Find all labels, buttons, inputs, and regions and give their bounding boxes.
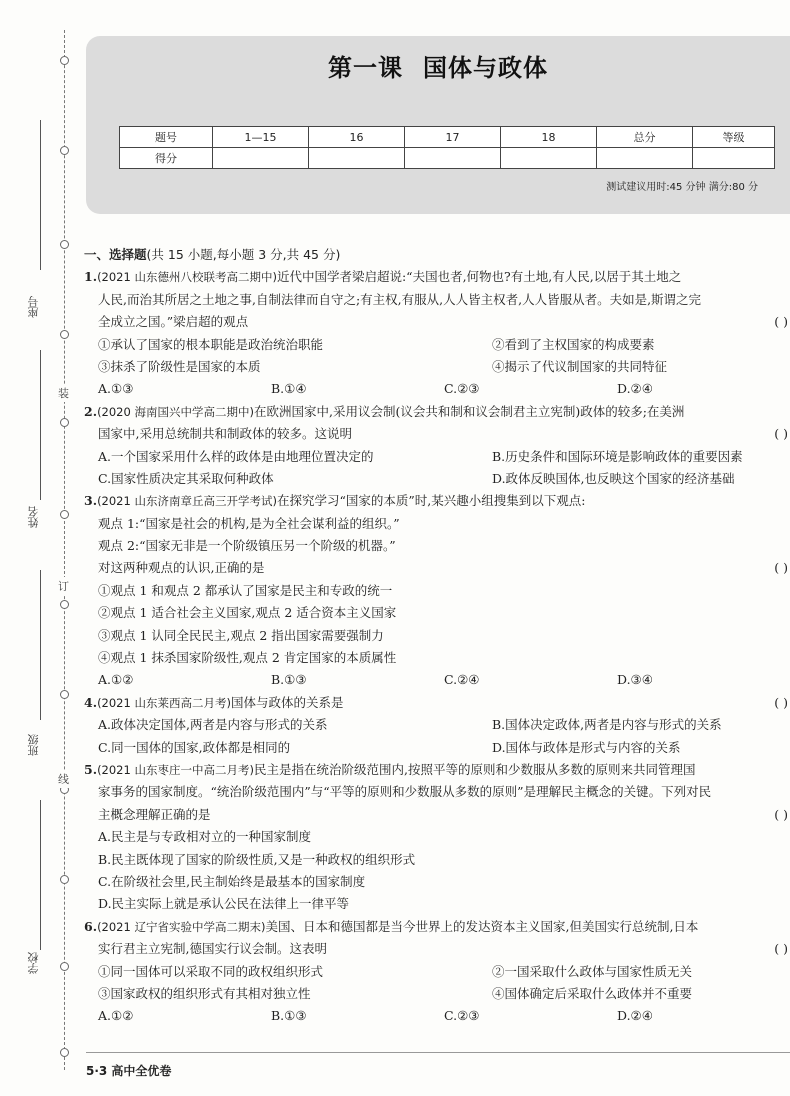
question-text: 国家中,采用总统制共和制政体的较多。这说明 xyxy=(98,426,352,442)
question-text: 美国、日本和德国都是当今世界上的发达资本主义国家,但美国实行总统制,日本 xyxy=(265,918,699,934)
score-cell: 18 xyxy=(501,127,597,148)
binding-hole-icon xyxy=(60,600,69,609)
option-item[interactable]: ②看到了主权国家的构成要素 xyxy=(492,336,655,352)
footer-divider xyxy=(86,1052,790,1053)
binding-hole-icon xyxy=(60,418,69,427)
viewpoint-line: 观点 1:“国家是社会的机构,是为全社会谋利益的组织。” xyxy=(98,515,400,531)
choice-a[interactable]: A.一个国家采用什么样的政体是由地理位置决定的 xyxy=(98,448,374,464)
section-heading: 一、选择题 xyxy=(84,247,147,262)
choice-c[interactable]: C.②③ xyxy=(444,1008,480,1024)
option-item[interactable]: ③观点 1 认同全民民主,观点 2 指出国家需要强制力 xyxy=(98,627,384,643)
class-field-line[interactable] xyxy=(40,570,41,720)
binding-hole-icon xyxy=(60,240,69,249)
binding-dashed-line xyxy=(64,30,65,1070)
question-number: 1. xyxy=(84,269,98,285)
answer-blank[interactable]: ( ) xyxy=(774,426,788,442)
score-table-header-row xyxy=(120,127,775,148)
choice-a[interactable]: A.①② xyxy=(98,672,134,688)
choice-c[interactable]: C.②④ xyxy=(444,672,480,688)
section-title xyxy=(84,244,790,266)
question-number: 4. xyxy=(84,694,98,710)
question-line xyxy=(84,557,790,579)
question-source: (2020 海南国兴中学高二期中) xyxy=(97,404,254,419)
binding-hole-icon xyxy=(60,690,69,699)
score-table-score-row xyxy=(120,148,775,169)
option-row xyxy=(84,714,790,736)
cut-mark-zhuang: 装 xyxy=(58,384,69,402)
question-line: 人民,而治其所居之土地之事,自制法律而自守之;有主权,有服从,人人皆主权者,人人皆服从者。夫如是,斯谓之完 xyxy=(98,291,702,307)
question-4 xyxy=(84,692,790,759)
question-source: (2021 辽宁省实验中学高二期末) xyxy=(97,919,266,934)
choice-a[interactable]: A.①③ xyxy=(98,381,134,397)
option-row xyxy=(84,356,790,378)
choice-b[interactable]: B.民主既体现了国家的阶级性质,又是一种政权的组织形式 xyxy=(98,851,416,867)
question-3 xyxy=(84,490,790,692)
question-line xyxy=(84,311,790,333)
choice-row xyxy=(84,378,790,400)
option-item[interactable]: ②一国采取什么政体与国家性质无关 xyxy=(492,963,693,979)
choice-c[interactable]: C.②③ xyxy=(444,381,480,397)
choice-c[interactable]: C.在阶级社会里,民主制始终是最基本的国家制度 xyxy=(98,873,366,889)
footer-brand: 5·3 高中全优卷 xyxy=(86,1064,172,1078)
question-text: 在探究学习“国家的本质”时,某兴趣小组搜集到以下观点: xyxy=(276,493,586,509)
score-table xyxy=(119,126,775,169)
option-row xyxy=(84,983,790,1005)
score-input-cell[interactable] xyxy=(597,148,693,169)
choice-a[interactable]: A.①② xyxy=(98,1008,134,1024)
choice-b[interactable]: B.①③ xyxy=(271,1008,307,1024)
question-text: 在欧洲国家中,采用议会制(议会共和制和议会制君主立宪制)政体的较多;在美洲 xyxy=(253,403,685,419)
choice-row xyxy=(84,669,790,691)
question-line xyxy=(84,401,790,423)
question-line xyxy=(84,266,790,288)
choice-a[interactable]: A.民主是与专政相对立的一种国家制度 xyxy=(98,829,312,845)
score-cell: 总分 xyxy=(597,127,693,148)
choice-d[interactable]: D.政体反映国体,也反映这个国家的经济基础 xyxy=(492,470,735,486)
test-info: 测试建议用时:45 分钟 满分:80 分 xyxy=(606,182,758,193)
seat-field-line[interactable] xyxy=(40,120,41,270)
choice-d[interactable]: D.②④ xyxy=(617,1008,653,1024)
name-label: 姓名 xyxy=(27,506,40,528)
question-source: (2021 山东济南章丘高三开学考试) xyxy=(97,494,277,509)
question-text: 实行君主立宪制,德国实行议会制。这表明 xyxy=(98,941,327,957)
question-source: (2021 山东莱西高二月考) xyxy=(97,695,231,710)
question-text: 全成立之国。”梁启超的观点 xyxy=(98,314,249,330)
score-cell: 16 xyxy=(309,127,405,148)
lesson-title: 国体与政体 xyxy=(423,54,548,82)
score-cell: 得分 xyxy=(120,148,213,169)
name-field-line[interactable] xyxy=(40,350,41,500)
option-item[interactable]: ③抹杀了阶级性是国家的本质 xyxy=(98,358,261,374)
answer-blank[interactable]: ( ) xyxy=(774,806,788,822)
page-title xyxy=(86,48,790,83)
option-row xyxy=(84,334,790,356)
binding-hole-icon xyxy=(60,510,69,519)
binding-hole-icon xyxy=(60,146,69,155)
question-text: 主概念理解正确的是 xyxy=(98,806,211,822)
score-cell: 题号 xyxy=(120,127,213,148)
question-line: 家事务的国家制度。“统治阶级范围内”与“平等的原则和少数服从多数的原则”是理解民主概念的关键。下列对民 xyxy=(98,784,712,800)
binding-hole-icon xyxy=(60,1048,69,1057)
option-row xyxy=(84,468,790,490)
answer-blank[interactable]: ( ) xyxy=(774,694,788,710)
question-text: 国体与政体的关系是 xyxy=(230,694,344,710)
binding-hole-icon xyxy=(60,875,69,884)
question-number: 2. xyxy=(84,403,98,419)
choice-d[interactable]: D.②④ xyxy=(617,381,653,397)
option-item[interactable]: ①同一国体可以采取不同的政权组织形式 xyxy=(98,963,324,979)
score-input-cell[interactable] xyxy=(213,148,309,169)
class-label: 班级 xyxy=(27,734,40,756)
choice-b[interactable]: B.国体决定政体,两者是内容与形式的关系 xyxy=(492,717,722,733)
choice-b[interactable]: B.①③ xyxy=(271,672,307,688)
answer-blank[interactable]: ( ) xyxy=(774,560,788,576)
seat-label: 座号 xyxy=(27,296,40,318)
option-item[interactable]: ④揭示了代议制国家的共同特征 xyxy=(492,358,668,374)
question-5 xyxy=(84,759,790,916)
choice-a[interactable]: A.政体决定国体,两者是内容与形式的关系 xyxy=(98,717,328,733)
binding-hole-icon xyxy=(60,56,69,65)
question-text: 对这两种观点的认识,正确的是 xyxy=(98,560,265,576)
option-item[interactable]: ①承认了国家的根本职能是政治统治职能 xyxy=(98,336,324,352)
lesson-number: 第一课 xyxy=(328,54,403,82)
choice-row xyxy=(84,1005,790,1027)
score-cell: 1—15 xyxy=(213,127,309,148)
school-field-line[interactable] xyxy=(40,800,41,950)
choice-b[interactable]: B.历史条件和国际环境是影响政体的重要因素 xyxy=(492,448,743,464)
question-6 xyxy=(84,916,790,1028)
question-number: 3. xyxy=(84,493,98,509)
question-line xyxy=(84,916,790,938)
viewpoint-line: 观点 2:“国家无非是一个阶级镇压另一个阶级的机器。” xyxy=(98,538,396,554)
cut-mark-ding: 订 xyxy=(58,577,69,595)
binding-hole-icon xyxy=(60,330,69,339)
question-line xyxy=(84,490,790,512)
question-number: 6. xyxy=(84,918,98,934)
question-list xyxy=(84,244,790,1028)
question-source: (2021 山东德州八校联考高二期中) xyxy=(97,270,277,285)
choice-b[interactable]: B.①④ xyxy=(271,381,307,397)
score-input-cell[interactable] xyxy=(309,148,405,169)
question-number: 5. xyxy=(84,761,98,777)
score-cell: 17 xyxy=(405,127,501,148)
score-cell: 等级 xyxy=(693,127,775,148)
answer-blank[interactable]: ( ) xyxy=(774,314,788,330)
option-item[interactable]: ③国家政权的组织形式有其相对独立性 xyxy=(98,985,311,1001)
question-line xyxy=(84,804,790,826)
question-line xyxy=(84,423,790,445)
option-item[interactable]: ④观点 1 抹杀国家阶级性,观点 2 肯定国家的本质属性 xyxy=(98,650,397,666)
choice-d[interactable]: D.③④ xyxy=(617,672,653,688)
option-row xyxy=(84,446,790,468)
question-line xyxy=(84,938,790,960)
cut-mark-xian: 线 xyxy=(58,770,69,788)
option-row xyxy=(84,961,790,983)
section-note: (共 15 小题,每小题 3 分,共 45 分) xyxy=(146,247,341,262)
question-text: 近代中国学者梁启超说:“夫国也者,何物也?有土地,有人民,以居于其土地之 xyxy=(276,269,682,285)
question-line xyxy=(84,692,790,714)
question-1 xyxy=(84,266,790,400)
question-source: (2021 山东枣庄一中高二月考) xyxy=(97,762,254,777)
choice-c[interactable]: C.国家性质决定其采取何种政体 xyxy=(98,470,274,486)
option-row xyxy=(84,737,790,759)
question-2 xyxy=(84,401,790,491)
score-input-cell[interactable] xyxy=(501,148,597,169)
question-text: 民主是指在统治阶级范围内,按照平等的原则和少数服从多数的原则来共同管理国 xyxy=(253,761,696,777)
school-label: 学校 xyxy=(27,952,40,974)
option-item[interactable]: ④国体确定后采取什么政体并不重要 xyxy=(492,985,693,1001)
choice-d[interactable]: D.国体与政体是形式与内容的关系 xyxy=(492,739,681,755)
option-item[interactable]: ①观点 1 和观点 2 都承认了国家是民主和专政的统一 xyxy=(98,582,393,598)
question-line xyxy=(84,759,790,781)
score-input-cell[interactable] xyxy=(693,148,775,169)
score-input-cell[interactable] xyxy=(405,148,501,169)
choice-c[interactable]: C.同一国体的国家,政体都是相同的 xyxy=(98,739,291,755)
binding-margin xyxy=(0,0,70,1096)
choice-d[interactable]: D.民主实际上就是承认公民在法律上一律平等 xyxy=(98,896,350,912)
answer-blank[interactable]: ( ) xyxy=(774,941,788,957)
binding-hole-icon xyxy=(60,962,69,971)
option-item[interactable]: ②观点 1 适合社会主义国家,观点 2 适合资本主义国家 xyxy=(98,605,397,621)
